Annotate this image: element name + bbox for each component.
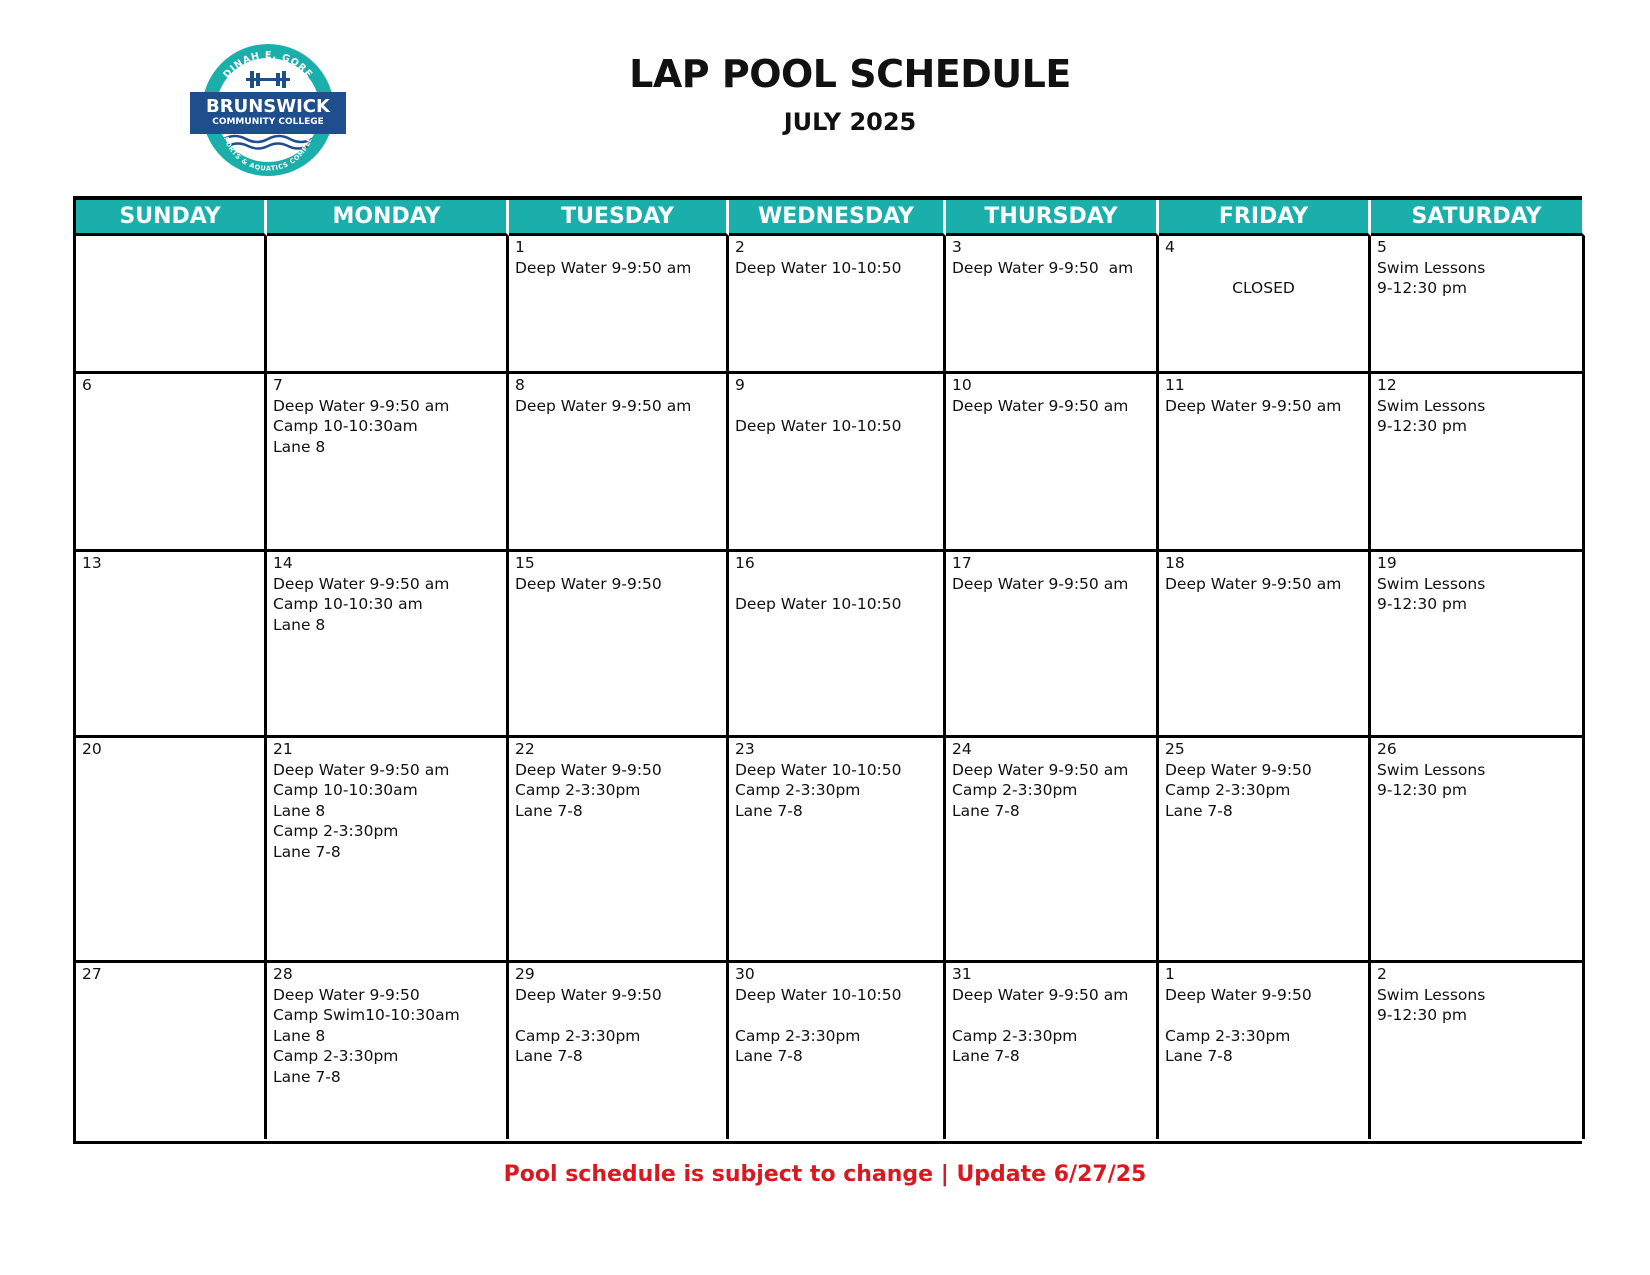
schedule-line: Deep Water 10-10:50	[735, 985, 902, 1004]
day-number: 9	[735, 376, 745, 394]
day-cell	[509, 738, 729, 963]
day-number: 31	[952, 965, 972, 983]
schedule-line: Camp 10-10:30 am	[273, 595, 423, 613]
schedule-line: Swim Lessons	[1377, 760, 1486, 779]
schedule-line: Deep Water 9-9:50	[1165, 985, 1312, 1004]
schedule-line: Lane 7-8	[735, 801, 803, 820]
day-cell	[729, 374, 946, 552]
schedule-line: 9-12:30 pm	[1377, 279, 1467, 297]
day-number: 7	[273, 376, 283, 394]
schedule-line: 9-12:30 pm	[1377, 781, 1467, 799]
page-title: LAP POOL SCHEDULE	[629, 52, 1071, 96]
day-number: 28	[273, 965, 293, 983]
schedule-line: 9-12:30 pm	[1377, 1006, 1467, 1024]
schedule-line: Deep Water 9-9:50 am	[273, 760, 450, 779]
day-number: 2	[735, 238, 745, 256]
day-number: 14	[273, 554, 293, 572]
day-number: 20	[82, 740, 102, 758]
day-number: 1	[1165, 965, 1175, 983]
footer-notice: Pool schedule is subject to change | Update 6/27/25	[503, 1162, 1147, 1187]
day-cell	[76, 963, 267, 1139]
schedule-line: Lane 7-8	[1165, 1047, 1233, 1065]
schedule-line: Camp 2-3:30pm	[515, 781, 641, 799]
day-number: 3	[952, 238, 962, 256]
day-number: 5	[1377, 238, 1387, 256]
day-cell	[509, 374, 729, 552]
schedule-line: Camp 2-3:30pm	[273, 1047, 399, 1065]
day-cell	[267, 963, 509, 1139]
schedule-line	[735, 1005, 937, 1026]
schedule-line: Deep Water 9-9:50 am	[1165, 574, 1342, 593]
day-number: 15	[515, 554, 535, 572]
day-cell	[946, 552, 1159, 738]
logo-bottom-text: PORTS & AQUATICS COMPLE	[221, 135, 314, 173]
day-cell	[267, 552, 509, 738]
schedule-line: Lane 8	[273, 437, 326, 456]
day-number: 22	[515, 740, 535, 758]
day-number: 1	[515, 238, 525, 256]
schedule-line: Lane 7-8	[1165, 801, 1233, 820]
day-number: 13	[82, 554, 102, 572]
schedule-line: Deep Water 9-9:50 am	[515, 396, 692, 415]
schedule-line: Deep Water 10-10:50	[735, 760, 902, 779]
day-cell	[729, 963, 946, 1139]
schedule-line: Deep Water 9-9:50	[515, 574, 662, 593]
day-cell	[267, 374, 509, 552]
day-number: 17	[952, 554, 972, 572]
day-cell	[76, 374, 267, 552]
day-number: 21	[273, 740, 293, 758]
schedule-line	[952, 1005, 1150, 1026]
day-header-thursday: THURSDAY	[946, 200, 1159, 236]
day-cell	[76, 552, 267, 738]
day-number: 10	[952, 376, 972, 394]
day-header-friday: FRIDAY	[1159, 200, 1371, 236]
schedule-line: Camp 2-3:30pm	[515, 1026, 641, 1045]
schedule-line: Deep Water 9-9:50 am	[1165, 396, 1342, 415]
day-header-monday: MONDAY	[267, 200, 509, 236]
day-number: 25	[1165, 740, 1185, 758]
schedule-line: Deep Water 9-9:50	[515, 985, 662, 1004]
day-number: 18	[1165, 554, 1185, 572]
day-number: 4	[1165, 238, 1175, 256]
day-cell	[509, 236, 729, 374]
schedule-line: Lane 8	[273, 801, 326, 820]
schedule-line: Deep Water 10-10:50	[735, 417, 902, 435]
page-subtitle: JULY 2025	[783, 108, 917, 136]
day-cell	[1159, 236, 1371, 374]
schedule-line	[1165, 258, 1362, 279]
schedule-line: Deep Water 10-10:50	[735, 595, 902, 613]
day-cell	[729, 236, 946, 374]
schedule-line: Deep Water 9-9:50 am	[273, 574, 450, 593]
day-cell	[946, 963, 1159, 1139]
schedule-line: Deep Water 9-9:50 am	[273, 396, 450, 415]
day-cell	[1159, 963, 1371, 1139]
schedule-line: Lane 8	[273, 1026, 326, 1045]
schedule-line: Camp 2-3:30pm	[735, 1026, 861, 1045]
schedule-line	[735, 574, 937, 595]
schedule-line: Deep Water 9-9:50	[1165, 760, 1312, 779]
day-cell	[1159, 552, 1371, 738]
day-cell	[946, 236, 1159, 374]
logo-top-text: DINAH E. GORE	[221, 49, 315, 81]
schedule-line: Camp 2-3:30pm	[952, 781, 1078, 799]
schedule-line: Deep Water 10-10:50	[735, 258, 902, 277]
day-header-tuesday: TUESDAY	[509, 200, 729, 236]
schedule-line: Deep Water 9-9:50 am	[952, 760, 1129, 779]
day-cell	[1371, 738, 1585, 963]
day-number: 19	[1377, 554, 1397, 572]
schedule-line: Deep Water 9-9:50 am	[952, 985, 1129, 1004]
day-cell	[1371, 374, 1585, 552]
schedule-line: Lane 7-8	[952, 801, 1020, 820]
day-cell	[509, 552, 729, 738]
schedule-line	[735, 396, 937, 417]
logo-sub: COMMUNITY COLLEGE	[212, 117, 324, 127]
day-number: 23	[735, 740, 755, 758]
day-number: 29	[515, 965, 535, 983]
schedule-line: Camp 2-3:30pm	[735, 781, 861, 799]
schedule-line: Deep Water 9-9:50 am	[515, 258, 692, 277]
day-cell	[76, 236, 267, 374]
day-cell	[1159, 374, 1371, 552]
schedule-line: Lane 8	[273, 615, 326, 634]
day-number: 16	[735, 554, 755, 572]
schedule-line: Swim Lessons	[1377, 985, 1486, 1004]
schedule-line: Lane 7-8	[515, 1047, 583, 1065]
day-cell	[267, 236, 509, 374]
schedule-line: Camp Swim10-10:30am	[273, 1006, 460, 1024]
day-cell	[1371, 552, 1585, 738]
day-number: 2	[1377, 965, 1387, 983]
schedule-line: Camp 10-10:30am	[273, 417, 418, 435]
day-number	[273, 237, 500, 258]
day-header-saturday: SATURDAY	[1371, 200, 1585, 236]
schedule-line: Deep Water 9-9:50	[515, 760, 662, 779]
schedule-line: Camp 2-3:30pm	[1165, 781, 1291, 799]
schedule-line	[1165, 1005, 1362, 1026]
day-cell	[1159, 738, 1371, 963]
day-cell	[76, 738, 267, 963]
day-cell	[946, 738, 1159, 963]
day-number: 27	[82, 965, 102, 983]
schedule-line: Lane 7-8	[735, 1047, 803, 1065]
day-header-sunday: SUNDAY	[76, 200, 267, 236]
schedule-line: Deep Water 9-9:50 am	[952, 396, 1129, 415]
day-number	[82, 237, 258, 258]
schedule-line: 9-12:30 pm	[1377, 595, 1467, 613]
schedule-line: 9-12:30 pm	[1377, 417, 1467, 435]
schedule-line: Lane 7-8	[273, 1067, 341, 1086]
day-cell	[946, 374, 1159, 552]
schedule-line: Deep Water 9-9:50	[273, 985, 420, 1004]
day-number: 6	[82, 376, 92, 394]
schedule-line: Deep Water 9-9:50 am	[952, 258, 1134, 277]
day-cell	[729, 552, 946, 738]
schedule-line	[515, 1005, 720, 1026]
schedule-line: Lane 7-8	[515, 801, 583, 820]
calendar-grid	[73, 196, 1582, 1144]
schedule-line: Deep Water 9-9:50 am	[952, 574, 1129, 593]
day-number: 12	[1377, 376, 1397, 394]
day-cell	[1371, 963, 1585, 1139]
schedule-line: Camp 2-3:30pm	[952, 1026, 1078, 1045]
day-cell	[729, 738, 946, 963]
day-cell	[267, 738, 509, 963]
day-cell	[509, 963, 729, 1139]
day-number: 26	[1377, 740, 1397, 758]
schedule-line: Camp 2-3:30pm	[1165, 1026, 1291, 1045]
schedule-line: Camp 2-3:30pm	[273, 822, 399, 840]
day-header-wednesday: WEDNESDAY	[729, 200, 946, 236]
day-number: 24	[952, 740, 972, 758]
schedule-line: Swim Lessons	[1377, 396, 1486, 415]
schedule-line: Swim Lessons	[1377, 258, 1486, 277]
day-cell	[1371, 236, 1585, 374]
schedule-line: Camp 10-10:30am	[273, 781, 418, 799]
schedule-line: CLOSED	[1232, 279, 1295, 297]
schedule-line: Swim Lessons	[1377, 574, 1486, 593]
logo-name: BRUNSWICK	[206, 96, 330, 117]
schedule-line: Lane 7-8	[273, 842, 341, 861]
schedule-line: Lane 7-8	[952, 1047, 1020, 1065]
day-number: 11	[1165, 376, 1185, 394]
day-number: 30	[735, 965, 755, 983]
day-number: 8	[515, 376, 525, 394]
